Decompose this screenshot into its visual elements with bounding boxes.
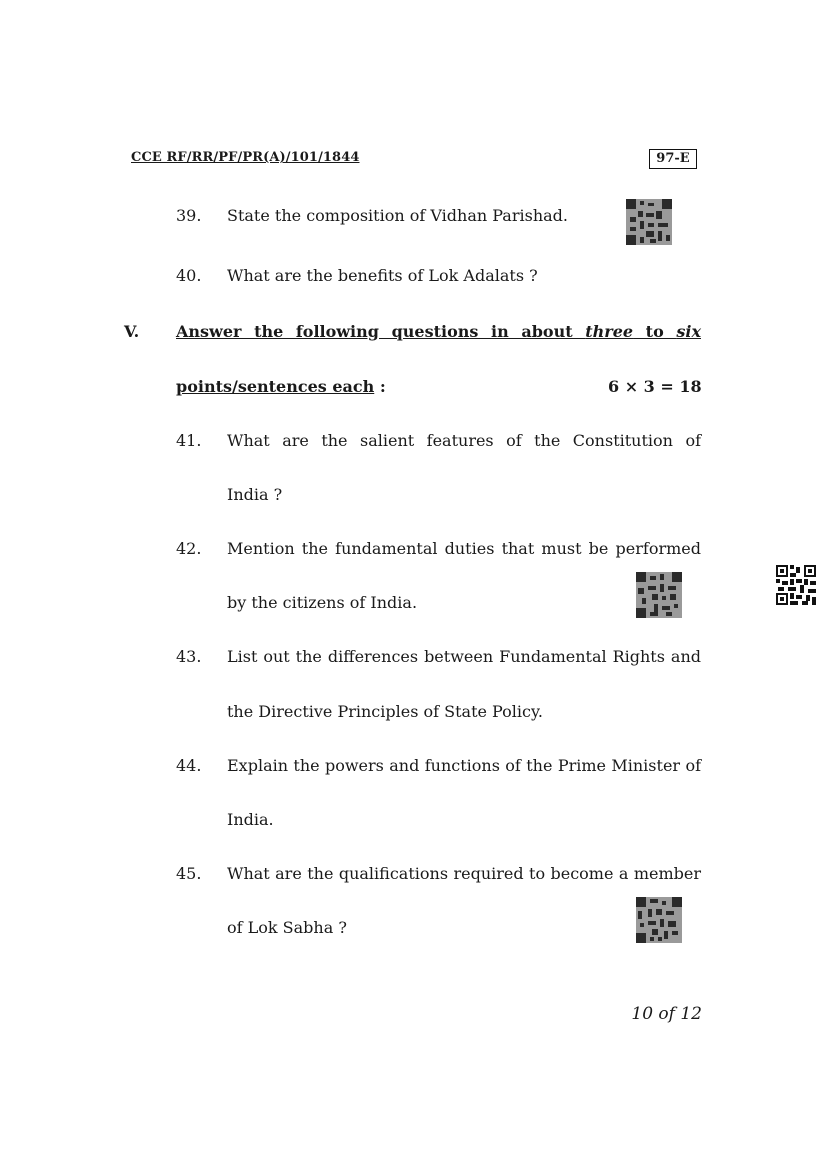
question-text-line1: What are the salient features of the Constitution of — [227, 431, 701, 450]
question-text-line1: What are the qualifications required to become a member — [227, 864, 701, 883]
instruction-points: points/sentences each — [176, 377, 375, 396]
question-number: 39. — [176, 206, 202, 225]
question-text-line2: of Lok Sabha ? — [227, 918, 347, 937]
question-number: 44. — [176, 756, 202, 775]
qr-code-graphic — [626, 199, 672, 245]
question-number: 43. — [176, 647, 202, 666]
qr-code-icon — [776, 565, 816, 605]
question-text-line1: Explain the powers and functions of the Prime Minister of — [227, 756, 701, 775]
emphasis-six: six — [676, 322, 701, 341]
question-number: 41. — [176, 431, 202, 450]
section-roman-numeral: V. — [124, 322, 140, 341]
question-number: 45. — [176, 864, 202, 883]
qr-code-graphic — [776, 565, 816, 605]
paper-code-box: 97-E — [649, 149, 697, 169]
section-instruction-line2 — [176, 377, 386, 396]
paper-header-code: CCE RF/RR/PF/PR(A)/101/1844 — [131, 150, 360, 165]
qr-code-graphic — [636, 897, 682, 943]
emphasis-three: three — [585, 322, 634, 341]
question-text-line2: the Directive Principles of State Policy. — [227, 702, 543, 721]
question-text-line2: by the citizens of India. — [227, 593, 418, 612]
question-number: 42. — [176, 539, 202, 558]
section-marks: 6 × 3 = 18 — [608, 377, 702, 396]
question-text: What are the benefits of Lok Adalats ? — [227, 266, 538, 285]
qr-code-icon — [636, 897, 682, 943]
question-number: 40. — [176, 266, 202, 285]
qr-code-icon — [626, 199, 672, 245]
question-text-line2: India ? — [227, 485, 283, 504]
question-text: State the composition of Vidhan Parishad. — [227, 206, 568, 225]
section-instruction-line1: Answer the following questions in about three to six — [176, 322, 701, 341]
question-text-line1: List out the differences between Fundamental Rights and — [227, 647, 701, 666]
question-text-line2: India. — [227, 810, 274, 829]
question-text-line1: Mention the fundamental duties that must be performed — [227, 539, 701, 558]
page-number: 10 of 12 — [631, 1004, 702, 1024]
instruction-colon: : — [379, 377, 386, 396]
qr-code-icon — [636, 572, 682, 618]
qr-code-graphic — [636, 572, 682, 618]
